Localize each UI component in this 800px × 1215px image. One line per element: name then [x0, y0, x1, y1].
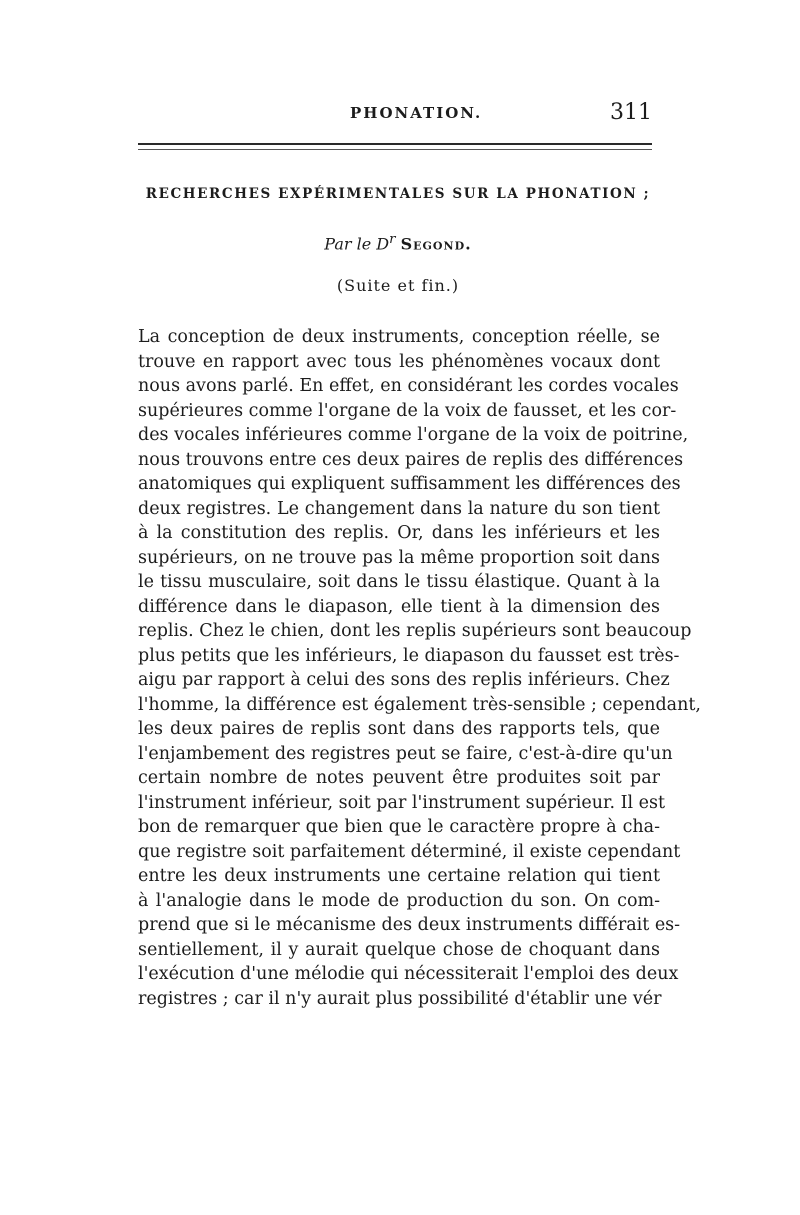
text-line: deux registres. Le changement dans la nature du son tient	[138, 498, 660, 519]
text-line: nous trouvons entre ces deux paires de replis des différences	[138, 449, 684, 470]
byline-prefix: Par le D	[324, 234, 390, 254]
article-title: RECHERCHES EXPÉRIMENTALES SUR LA PHONATION ;	[145, 186, 651, 202]
text-line: registres ; car il n'y aurait plus possibilité d'établir une vér	[138, 988, 662, 1009]
text-line: que registre soit parfaitement déterminé, il existe cependant	[138, 841, 681, 862]
header-rule-thin	[138, 149, 652, 150]
text-line: entre les deux instruments une certaine relation qui tient	[138, 866, 660, 886]
continuation-note: (Suite et fin.)	[336, 276, 460, 295]
text-line: sentiellement, il y aurait quelque chose de choquant dans	[138, 939, 660, 960]
text-line: supérieurs, on ne trouve pas la même proportion soit dans	[138, 547, 660, 568]
text-line: anatomiques qui expliquent suffisamment les différences des	[138, 474, 681, 494]
running-head: PHONATION.	[350, 104, 483, 122]
text-line: à l'analogie dans le mode de production du son. On com-	[138, 890, 660, 911]
author-name: Segond.	[400, 234, 472, 254]
text-line: le tissu musculaire, soit dans le tissu élastique. Quant à la	[138, 572, 660, 592]
header-rule-thick	[138, 143, 652, 145]
page-number: 311	[610, 100, 652, 125]
text-line: l'exécution d'une mélodie qui nécessiterait l'emploi des deux	[138, 964, 679, 984]
text-line: certain nombre de notes peuvent être produites soit par	[138, 768, 660, 788]
text-line: l'enjambement des registres peut se faire, c'est-à-dire qu'un	[138, 743, 673, 764]
body-paragraph	[138, 325, 701, 1011]
text-line: aigu par rapport à celui des sons des replis inférieurs. Chez	[138, 670, 670, 690]
text-line: des vocales inférieures comme l'organe de la voix de poitrine,	[138, 425, 689, 445]
text-line: prend que si le mécanisme des deux instruments différait es-	[138, 915, 681, 935]
text-line: à la constitution des replis. Or, dans les inférieurs et les	[138, 523, 660, 543]
text-line: La conception de deux instruments, conception réelle, se	[138, 327, 660, 347]
text-line: l'homme, la différence est également très-sensible ; cependant,	[138, 694, 701, 715]
text-line: plus petits que les inférieurs, le diapason du fausset est très-	[138, 645, 680, 666]
text-line: les deux paires de replis sont dans des rapports tels, que	[138, 719, 660, 739]
page-header	[138, 100, 656, 130]
text-line: l'instrument inférieur, soit par l'instrument supérieur. Il est	[138, 792, 666, 813]
text-line: replis. Chez le chien, dont les replis supérieurs sont beaucoup	[138, 621, 692, 641]
byline	[138, 232, 658, 253]
text-line: nous avons parlé. En effet, en considérant les cordes vocales	[138, 376, 679, 396]
text-line: trouve en rapport avec tous les phénomènes vocaux dont	[138, 351, 660, 372]
byline-superscript: r	[389, 232, 396, 247]
text-line: différence dans le diapason, elle tient à la dimension des	[138, 596, 660, 617]
text-line: bon de remarquer que bien que le caractère propre à cha-	[138, 817, 660, 837]
text-line: supérieures comme l'organe de la voix de fausset, et les cor-	[138, 400, 677, 421]
